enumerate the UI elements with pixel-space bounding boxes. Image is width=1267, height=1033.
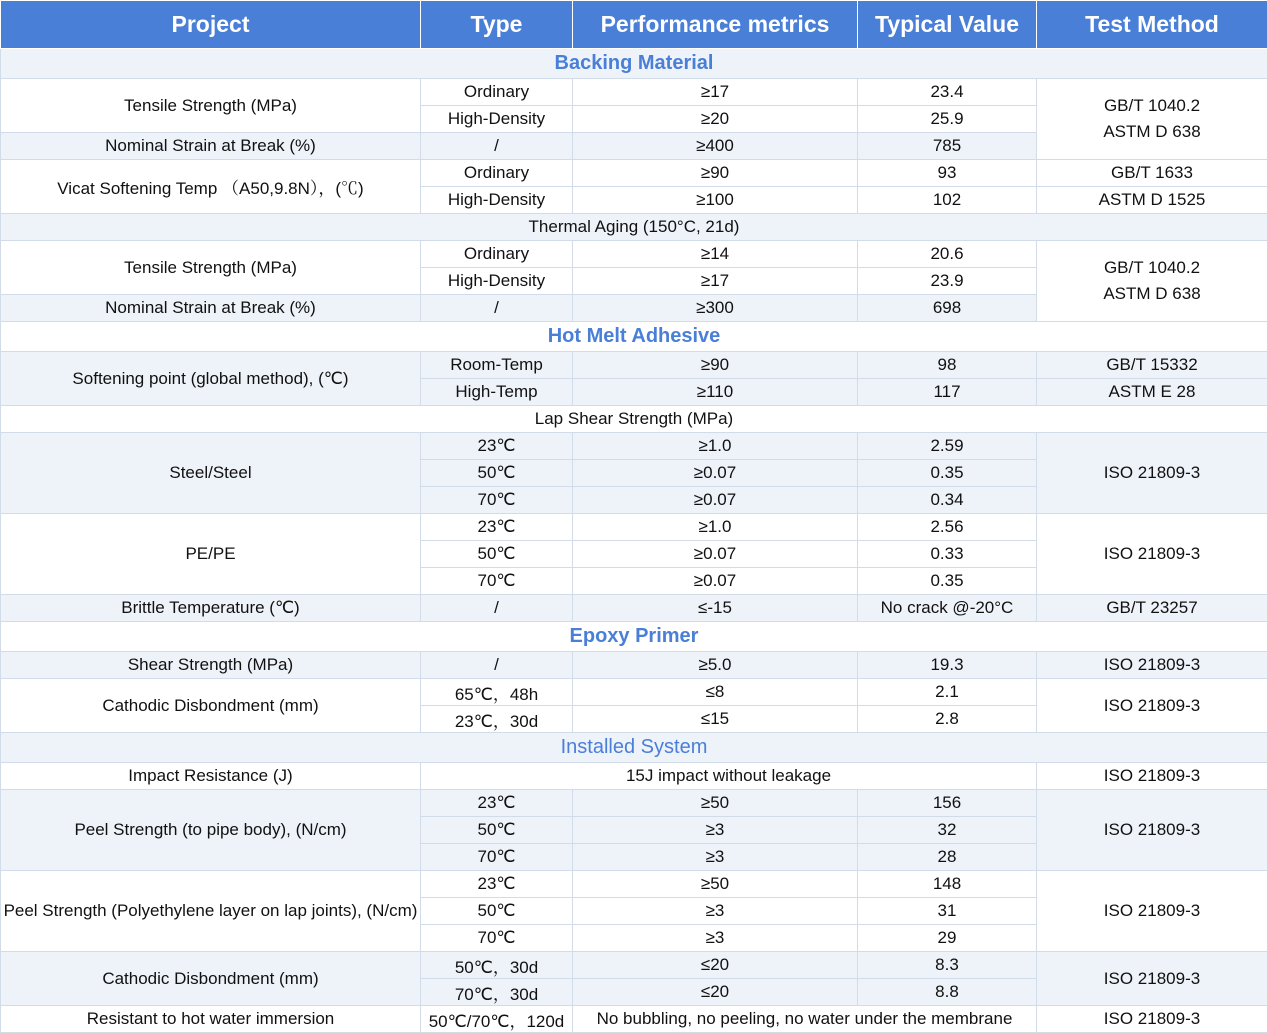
project-cell: Brittle Temperature (℃)	[1, 595, 421, 622]
type-cell: 70℃，30d	[421, 979, 573, 1006]
metric-cell: ≥400	[573, 133, 858, 160]
section-backing-material: Backing Material	[1, 49, 1267, 79]
type-cell: High-Temp	[421, 379, 573, 406]
metric-cell: ≥3	[573, 844, 858, 871]
type-cell: 23℃	[421, 514, 573, 541]
value-cell: 2.56	[858, 514, 1037, 541]
metric-cell: ≥20	[573, 106, 858, 133]
value-cell: 0.33	[858, 541, 1037, 568]
type-cell: High-Density	[421, 268, 573, 295]
method-cell: GB/T 23257	[1037, 595, 1267, 622]
section-epoxy-primer: Epoxy Primer	[1, 622, 1267, 652]
type-cell: 50℃	[421, 541, 573, 568]
type-cell: 23℃	[421, 433, 573, 460]
metric-cell: ≥0.07	[573, 487, 858, 514]
value-cell: 20.6	[858, 241, 1037, 268]
metric-cell: ≤-15	[573, 595, 858, 622]
metric-cell: ≥0.07	[573, 460, 858, 487]
type-cell: 50℃	[421, 817, 573, 844]
metric-cell: ≥1.0	[573, 514, 858, 541]
result-cell: 15J impact without leakage	[421, 763, 1037, 790]
project-cell: Impact Resistance (J)	[1, 763, 421, 790]
type-cell: 70℃	[421, 568, 573, 595]
method-cell	[1037, 241, 1267, 322]
metric-cell: ≥0.07	[573, 568, 858, 595]
project-cell: Vicat Softening Temp （A50,9.8N），(℃)	[1, 160, 421, 214]
method-cell: GB/T 15332	[1037, 352, 1267, 379]
project-cell: Nominal Strain at Break (%)	[1, 295, 421, 322]
method-cell: ASTM E 28	[1037, 379, 1267, 406]
type-cell: Ordinary	[421, 160, 573, 187]
method-cell: ISO 21809-3	[1037, 433, 1267, 514]
type-cell: 23℃	[421, 790, 573, 817]
value-cell: 156	[858, 790, 1037, 817]
type-cell: 70℃	[421, 925, 573, 952]
value-cell: 0.34	[858, 487, 1037, 514]
type-cell: /	[421, 595, 573, 622]
table-row	[1, 241, 1267, 268]
metric-cell: ≥0.07	[573, 541, 858, 568]
metric-cell: ≥3	[573, 817, 858, 844]
section-row	[1, 733, 1267, 763]
project-cell: PE/PE	[1, 514, 421, 595]
section-hot-melt-adhesive: Hot Melt Adhesive	[1, 322, 1267, 352]
project-cell: Resistant to hot water immersion	[1, 1006, 421, 1033]
value-cell: 2.1	[858, 679, 1037, 706]
type-cell: /	[421, 133, 573, 160]
type-cell: 23℃	[421, 871, 573, 898]
subsection-lap-shear-strength: Lap Shear Strength (MPa)	[1, 406, 1267, 433]
method-cell: ISO 21809-3	[1037, 790, 1267, 871]
subsection-row	[1, 406, 1267, 433]
table-row	[1, 790, 1267, 817]
method-cell: ASTM D 1525	[1037, 187, 1267, 214]
type-cell: High-Density	[421, 106, 573, 133]
value-cell: 102	[858, 187, 1037, 214]
value-cell: 98	[858, 352, 1037, 379]
metric-cell: ≤20	[573, 952, 858, 979]
subsection-thermal-aging: Thermal Aging (150°C, 21d)	[1, 214, 1267, 241]
value-cell: 148	[858, 871, 1037, 898]
metric-cell: ≥3	[573, 898, 858, 925]
metric-cell: ≤20	[573, 979, 858, 1006]
metric-cell: ≥300	[573, 295, 858, 322]
metric-cell: ≥90	[573, 160, 858, 187]
project-cell: Tensile Strength (MPa)	[1, 79, 421, 133]
metric-cell: ≥3	[573, 925, 858, 952]
value-cell: 25.9	[858, 106, 1037, 133]
table-row	[1, 160, 1267, 187]
metric-cell: ≥5.0	[573, 652, 858, 679]
method-line: GB/T 1040.2	[1104, 96, 1200, 115]
header-typical-value: Typical Value	[858, 1, 1037, 49]
method-cell: ISO 21809-3	[1037, 952, 1267, 1006]
method-cell: ISO 21809-3	[1037, 652, 1267, 679]
value-cell: 31	[858, 898, 1037, 925]
header-project: Project	[1, 1, 421, 49]
metric-cell: ≥110	[573, 379, 858, 406]
header-test-method: Test Method	[1037, 1, 1267, 49]
project-cell: Tensile Strength (MPa)	[1, 241, 421, 295]
type-cell: 50℃/70℃，120d	[421, 1006, 573, 1033]
type-cell: 50℃，30d	[421, 952, 573, 979]
method-line: ASTM D 638	[1103, 284, 1200, 303]
value-cell: No crack @-20°C	[858, 595, 1037, 622]
project-cell: Cathodic Disbondment (mm)	[1, 679, 421, 733]
header-row	[1, 1, 1267, 49]
type-cell: Ordinary	[421, 79, 573, 106]
table-row	[1, 514, 1267, 541]
table-row	[1, 595, 1267, 622]
type-cell: 50℃	[421, 898, 573, 925]
table-row	[1, 433, 1267, 460]
value-cell: 93	[858, 160, 1037, 187]
type-cell: 65℃，48h	[421, 679, 573, 706]
type-cell: High-Density	[421, 187, 573, 214]
metric-cell: ≥14	[573, 241, 858, 268]
metric-cell: ≥17	[573, 268, 858, 295]
table-row	[1, 1006, 1267, 1033]
header-performance-metrics: Performance metrics	[573, 1, 858, 49]
value-cell: 23.9	[858, 268, 1037, 295]
method-cell: ISO 21809-3	[1037, 514, 1267, 595]
method-cell: GB/T 1633	[1037, 160, 1267, 187]
method-line: GB/T 1040.2	[1104, 258, 1200, 277]
project-cell: Cathodic Disbondment (mm)	[1, 952, 421, 1006]
project-cell: Softening point (global method), (℃)	[1, 352, 421, 406]
project-cell: Peel Strength (Polyethylene layer on lap joints), (N/cm)	[1, 871, 421, 952]
section-row	[1, 622, 1267, 652]
method-cell	[1037, 79, 1267, 160]
type-cell: 70℃	[421, 487, 573, 514]
value-cell: 23.4	[858, 79, 1037, 106]
type-cell: Room-Temp	[421, 352, 573, 379]
table-row	[1, 871, 1267, 898]
project-cell: Peel Strength (to pipe body), (N/cm)	[1, 790, 421, 871]
method-cell: ISO 21809-3	[1037, 763, 1267, 790]
project-cell: Nominal Strain at Break (%)	[1, 133, 421, 160]
value-cell: 8.3	[858, 952, 1037, 979]
value-cell: 32	[858, 817, 1037, 844]
type-cell: Ordinary	[421, 241, 573, 268]
value-cell: 698	[858, 295, 1037, 322]
metric-cell: ≥17	[573, 79, 858, 106]
section-row	[1, 49, 1267, 79]
metric-cell: ≥50	[573, 790, 858, 817]
metric-cell: ≥50	[573, 871, 858, 898]
metric-cell: ≤8	[573, 679, 858, 706]
project-cell: Steel/Steel	[1, 433, 421, 514]
method-cell: ISO 21809-3	[1037, 679, 1267, 733]
table-row	[1, 952, 1267, 979]
metric-cell: ≤15	[573, 706, 858, 733]
value-cell: 19.3	[858, 652, 1037, 679]
section-row	[1, 322, 1267, 352]
value-cell: 2.59	[858, 433, 1037, 460]
project-cell: Shear Strength (MPa)	[1, 652, 421, 679]
result-cell: No bubbling, no peeling, no water under the membrane	[573, 1006, 1037, 1033]
value-cell: 2.8	[858, 706, 1037, 733]
value-cell: 0.35	[858, 460, 1037, 487]
value-cell: 28	[858, 844, 1037, 871]
method-cell: ISO 21809-3	[1037, 871, 1267, 952]
type-cell: 70℃	[421, 844, 573, 871]
table-row	[1, 79, 1267, 106]
table-row	[1, 763, 1267, 790]
metric-cell: ≥90	[573, 352, 858, 379]
method-line: ASTM D 638	[1103, 122, 1200, 141]
table-row	[1, 352, 1267, 379]
metric-cell: ≥1.0	[573, 433, 858, 460]
type-cell: 23℃，30d	[421, 706, 573, 733]
metric-cell: ≥100	[573, 187, 858, 214]
value-cell: 117	[858, 379, 1037, 406]
method-cell: ISO 21809-3	[1037, 1006, 1267, 1033]
type-cell: /	[421, 295, 573, 322]
value-cell: 29	[858, 925, 1037, 952]
table-row	[1, 652, 1267, 679]
type-cell: 50℃	[421, 460, 573, 487]
value-cell: 0.35	[858, 568, 1037, 595]
value-cell: 785	[858, 133, 1037, 160]
table-row	[1, 679, 1267, 706]
subsection-row	[1, 214, 1267, 241]
section-installed-system: Installed System	[1, 733, 1267, 763]
value-cell: 8.8	[858, 979, 1037, 1006]
type-cell: /	[421, 652, 573, 679]
header-type: Type	[421, 1, 573, 49]
